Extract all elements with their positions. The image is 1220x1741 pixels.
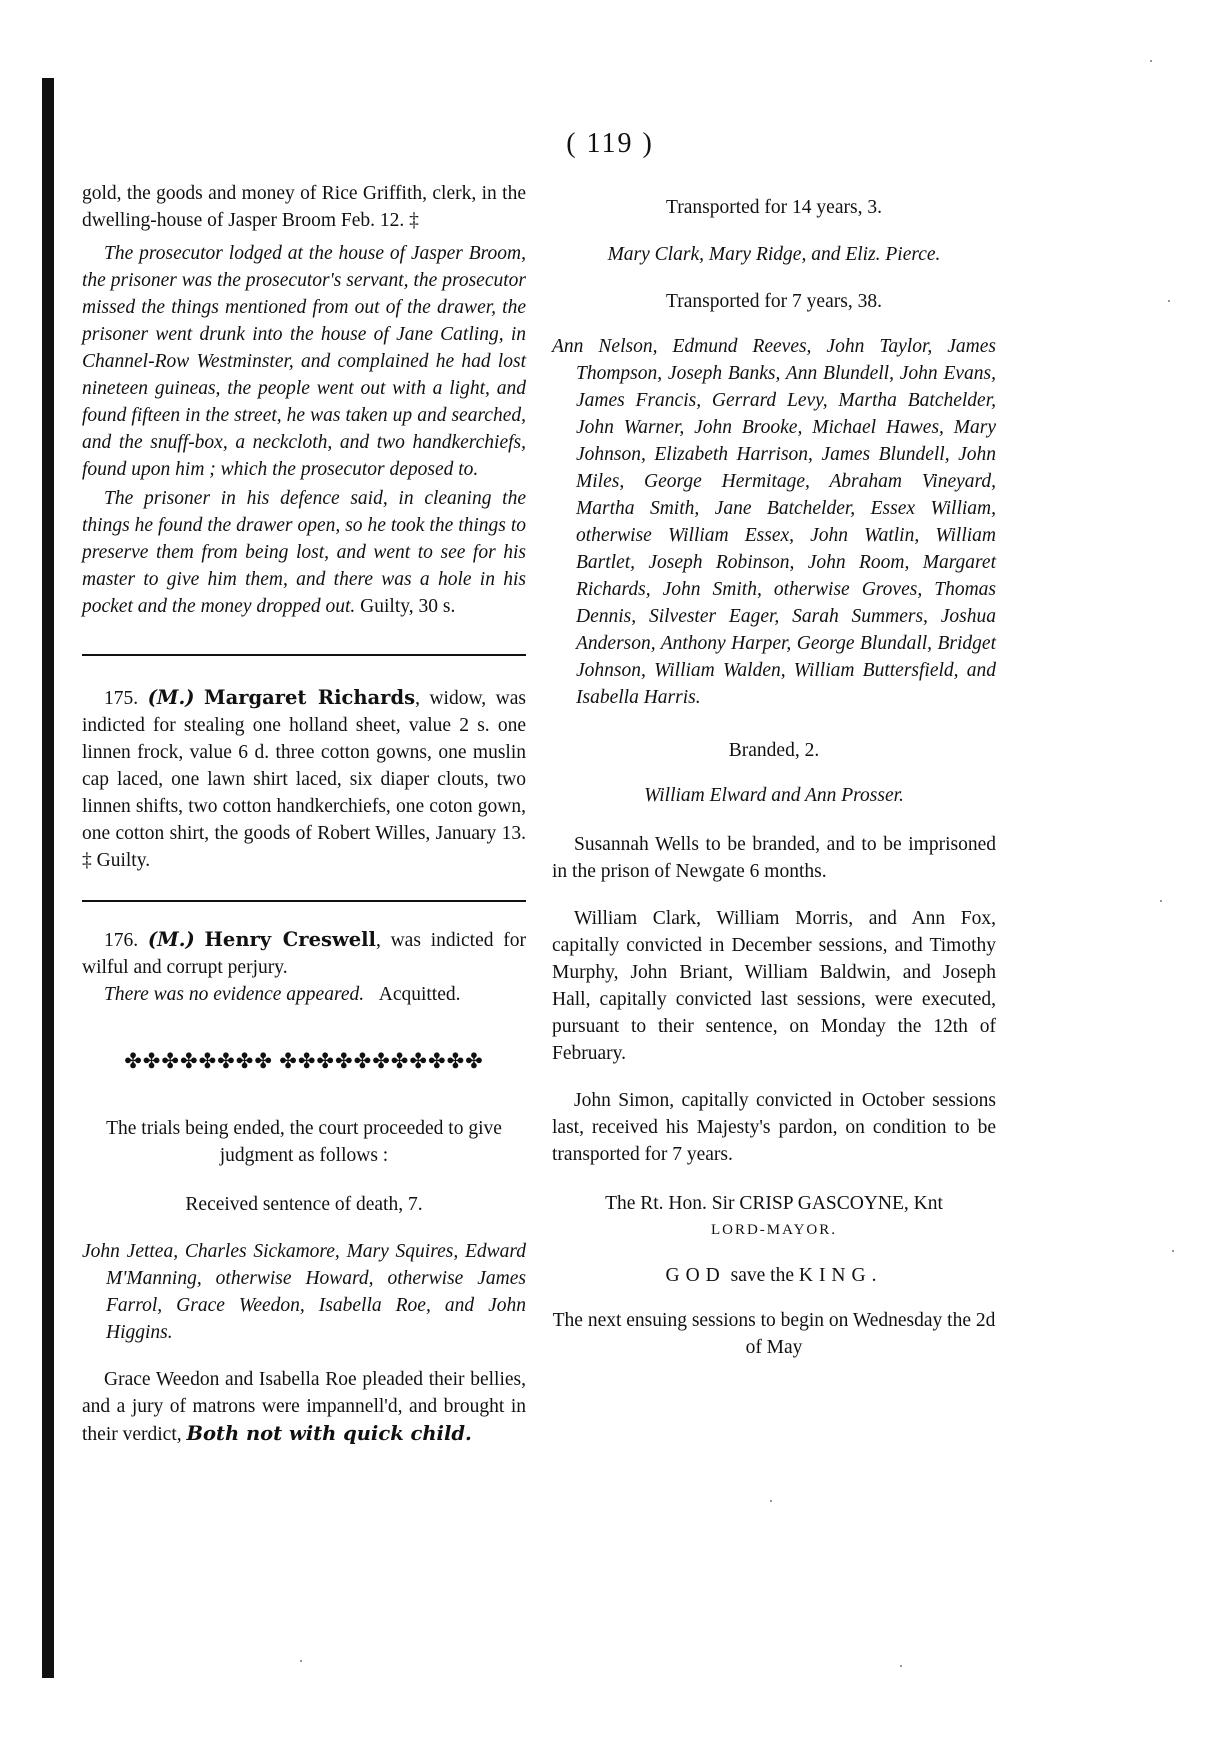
section-rule: [82, 900, 526, 902]
case-text: , was indicted for wilful and corrupt perjury.: [82, 930, 527, 978]
mayor-line: The Rt. Hon. Sir CRISP GASCOYNE, Knt: [605, 1193, 943, 1214]
next-sessions: The next ensuing sessions to begin on Wednesday the 2d of May: [552, 1310, 996, 1358]
death-heading: Received sentence of death, 7.: [185, 1194, 423, 1215]
god-word: GOD: [665, 1265, 726, 1286]
left-column: [82, 180, 526, 1448]
case-number: 176.: [104, 930, 139, 951]
wells-sentence: Susannah Wells to be branded, and to be imprisoned in the prison of Newgate 6 months.: [552, 834, 996, 882]
case-176-outcome: [82, 981, 526, 1008]
right-column: [552, 180, 996, 1361]
scan-speck: [1150, 60, 1152, 62]
defendant-name: Henry Creswell: [204, 928, 376, 951]
god-save-the-king: [552, 1262, 996, 1289]
ornament-band: ✤✤✤✤✤✤✤✤ ✤✤✤✤✤✤✤✤✤✤✤: [124, 1049, 484, 1073]
case-mark: (M.): [147, 928, 195, 951]
matrons-verdict: Both not with quick child.: [186, 1422, 472, 1445]
scan-speck: [770, 1500, 772, 1502]
judgment-intro: The trials being ended, the court proceeded to give judgment as follows :: [106, 1118, 502, 1166]
pardon-paragraph: John Simon, capitally convicted in October sessions last, received his Majesty's pardon, on condition to be transported for 7 years.: [552, 1090, 996, 1165]
case-text: , widow, was indicted for stealing one holland sheet, value 2 s. one linnen frock, value 6 d. three cotton gowns, one muslin cap laced, one lawn shirt laced, six diaper clouts, two linnen shifts, two cotton handkerchiefs, one coton gown, one cotton shirt, the goods of Robert Willes, January 13. ‡ Guilty.: [82, 688, 526, 871]
case-continuation: gold, the goods and money of Rice Griffith, clerk, in the dwelling-house of Jasper Broom Feb. 12. ‡: [82, 183, 526, 231]
king-word: KING.: [798, 1265, 883, 1286]
death-names: John Jettea, Charles Sickamore, Mary Squires, Edward M'Manning, otherwise Howard, otherwise James Farrol, Grace Weedon, Isabella Roe, and John Higgins.: [82, 1241, 526, 1343]
transported-7-names: Ann Nelson, Edmund Reeves, John Taylor, James Thompson, Joseph Banks, Ann Blundell, John Evans, James Francis, Gerrard Levy, Martha Batchelder, John Warner, John Brooke, Michael Hawes, Mary Johnson, Elizabeth Harrison, James Blundell, John Miles, George Hermitage, Abraham Vineyard, Martha Smith, Jane Batchelder, Essex William, otherwise William Essex, John Watlin, William Bartlet, Joseph Robinson, John Room, Margaret Richards, John Smith, otherwise Groves, Thomas Dennis, Silvester Eager, Sarah Summers, Joshua Anderson, Anthony Harper, George Blundall, Bridget Johnson, William Walden, William Buttersfield, and Isabella Harris.: [552, 336, 996, 708]
case-note: There was no evidence appeared.: [104, 984, 365, 1005]
scan-speck: [300, 1660, 302, 1662]
branded-names: William Elward and Ann Prosser.: [644, 785, 904, 806]
page-number: ( 119 ): [566, 128, 654, 159]
branded-heading: Branded, 2.: [728, 740, 820, 761]
transported-7-heading: Transported for 7 years, 38.: [666, 291, 882, 312]
case-mark: (M.): [147, 686, 195, 709]
executed-paragraph: William Clark, William Morris, and Ann Fox, capitally convicted in December sessions, and Timothy Murphy, John Briant, William Baldwin, and Joseph Hall, capitally convicted last sessions, were executed, pursuant to their sentence, on Monday the 12th of February.: [552, 908, 996, 1064]
pleaded-text: Grace Weedon and Isabella Roe pleaded their bellies, and a jury of matrons were impannell'd, and brought in their verdict,: [82, 1369, 526, 1445]
verdict-text: Guilty, 30 s.: [360, 596, 456, 617]
transported-14-names: Mary Clark, Mary Ridge, and Eliz. Pierce.: [607, 244, 941, 265]
scan-speck: [1172, 1250, 1174, 1252]
scan-speck: [1160, 900, 1162, 902]
mayor-title: LORD-MAYOR.: [710, 1222, 838, 1238]
case-176: [82, 926, 526, 981]
pleaded-paragraph: [82, 1366, 526, 1448]
scan-speck: [1168, 300, 1170, 302]
verdict-text: Acquitted.: [378, 984, 461, 1005]
save-words: save the: [730, 1265, 794, 1286]
scan-speck: [900, 1665, 902, 1667]
case-number: 175.: [104, 688, 139, 709]
section-rule: [82, 654, 526, 656]
defendant-name: Margaret Richards: [203, 686, 416, 709]
defence-paragraph: [82, 485, 526, 620]
defence-text: The prisoner in his defence said, in cleaning the things he found the drawer open, so he took the things to preserve them from being lost, and went to see for his master to give him them, and there was a hole in his pocket and the money dropped out.: [82, 488, 526, 617]
binding-edge: [42, 78, 54, 1678]
evidence-paragraph: The prosecutor lodged at the house of Jasper Broom, the prisoner was the prosecutor's servant, the prosecutor missed the things mentioned from out of the drawer, the prisoner went drunk into the house of Jane Catling, in Channel-Row Westminster, and complained he had lost nineteen guineas, the people went out with a light, and found fifteen in the street, he was taken up and searched, and the snuff-box, a neckcloth, and two handkerchiefs, found upon him ; which the prosecutor deposed to.: [82, 243, 526, 480]
transported-14-heading: Transported for 14 years, 3.: [666, 197, 882, 218]
case-175: [82, 684, 526, 874]
